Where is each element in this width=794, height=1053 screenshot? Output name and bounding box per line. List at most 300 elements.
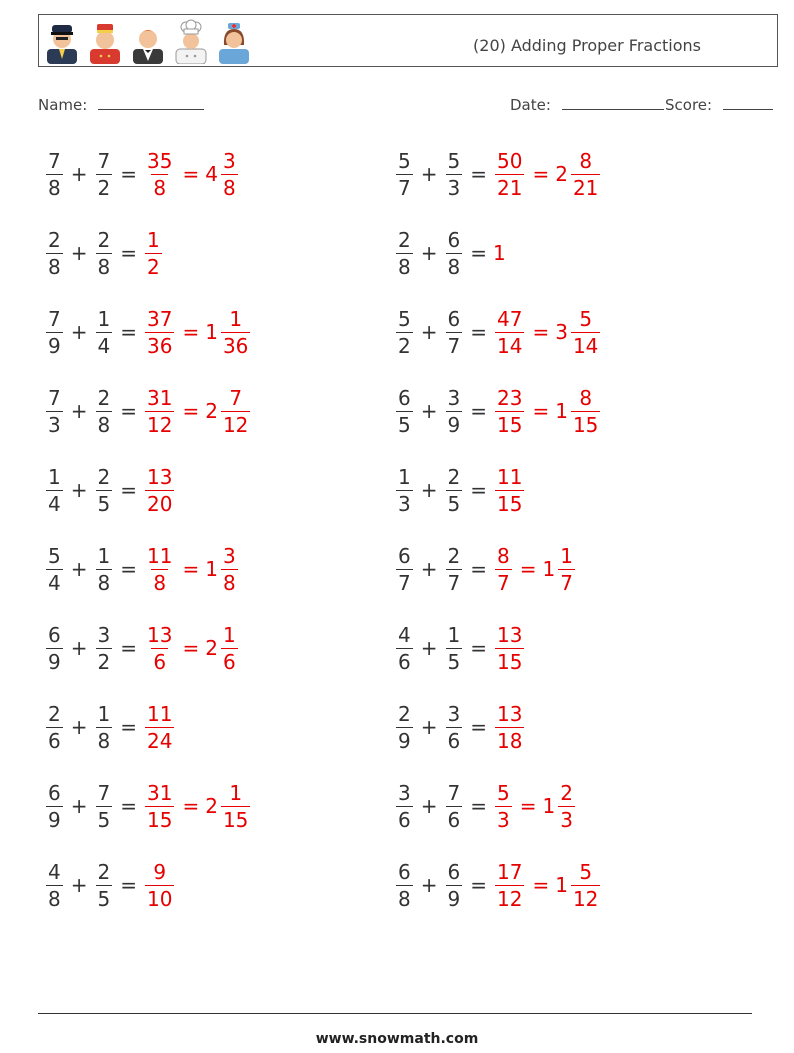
- problem-item: [44, 618, 240, 678]
- addend-a: [46, 701, 63, 753]
- addend-a-denominator: 5: [398, 412, 411, 437]
- addend-b-numerator: 7: [97, 148, 111, 173]
- equals-sign: =: [470, 636, 487, 660]
- addend-b-numerator: 2: [97, 385, 111, 410]
- addend-a-denominator: 8: [48, 886, 61, 911]
- mixed-numerator: 1: [229, 306, 243, 331]
- sum-fraction: [495, 464, 524, 516]
- header-box: [38, 14, 778, 67]
- sum-fraction: [495, 780, 512, 832]
- equals-sign: =: [120, 557, 137, 581]
- addend-b-denominator: 8: [97, 570, 111, 595]
- addend-a-numerator: 2: [48, 701, 61, 726]
- addend-a-numerator: 2: [398, 701, 411, 726]
- sum-fraction: [495, 859, 524, 911]
- addend-a-numerator: 7: [48, 306, 61, 331]
- sum-fraction-numerator: 31: [147, 780, 173, 805]
- addend-a-denominator: 8: [398, 886, 411, 911]
- addend-b: [446, 543, 463, 595]
- addend-a-numerator: 6: [48, 780, 61, 805]
- equals-sign: =: [470, 794, 487, 818]
- addend-a: [46, 306, 63, 358]
- addend-b-denominator: 9: [447, 886, 461, 911]
- sum-fraction-denominator: 20: [147, 491, 173, 516]
- mixed-whole: 1: [555, 399, 568, 423]
- sum-fraction-denominator: 2: [147, 254, 160, 279]
- mixed-fraction: [571, 306, 600, 358]
- footer-divider: [38, 1013, 752, 1014]
- sum-fraction-denominator: 12: [497, 886, 523, 911]
- equals-sign: =: [182, 794, 200, 818]
- chef-avatar-icon: [172, 19, 210, 64]
- mixed-fraction: [221, 306, 250, 358]
- mixed-fraction: [221, 543, 238, 595]
- addend-b-numerator: 1: [97, 543, 111, 568]
- addend-b-denominator: 4: [97, 333, 111, 358]
- addend-a-denominator: 9: [398, 728, 411, 753]
- plus-sign: +: [70, 241, 88, 265]
- mixed-numerator: 1: [229, 780, 243, 805]
- sum-fraction-numerator: 11: [147, 701, 173, 726]
- addend-a: [396, 780, 413, 832]
- problem-item: [44, 460, 176, 520]
- sum-fraction-denominator: 6: [153, 649, 167, 674]
- problem-item: [394, 539, 577, 599]
- addend-b-denominator: 8: [97, 728, 111, 753]
- mixed-denominator: 7: [560, 570, 573, 595]
- addend-a-denominator: 2: [398, 333, 411, 358]
- sum-fraction-denominator: 12: [147, 412, 173, 437]
- addend-b-numerator: 2: [97, 464, 111, 489]
- mixed-whole: 2: [555, 162, 568, 186]
- mixed-whole: 1: [555, 873, 568, 897]
- addend-b-numerator: 3: [97, 622, 111, 647]
- plus-sign: +: [70, 636, 88, 660]
- worksheet-title: (20) Adding Proper Fractions: [473, 36, 701, 55]
- sum-fraction-numerator: 13: [497, 701, 523, 726]
- mixed-denominator: 8: [222, 175, 236, 200]
- problem-item: [44, 855, 176, 915]
- nurse-avatar-icon: [215, 19, 253, 64]
- addend-a-denominator: 9: [48, 807, 61, 832]
- score-blank[interactable]: [723, 95, 773, 110]
- waiter-avatar-icon: [129, 19, 167, 64]
- sum-fraction: [145, 780, 174, 832]
- addend-b-numerator: 7: [447, 780, 461, 805]
- plus-sign: +: [420, 794, 438, 818]
- addend-a: [396, 701, 413, 753]
- mixed-fraction: [571, 148, 600, 200]
- equals-sign: =: [470, 399, 487, 423]
- plus-sign: +: [70, 320, 88, 344]
- sum-fraction-numerator: 37: [147, 306, 173, 331]
- sum-fraction: [495, 622, 524, 674]
- addend-a: [46, 543, 63, 595]
- equals-sign: =: [120, 794, 137, 818]
- addend-b: [446, 148, 463, 200]
- sum-fraction-denominator: 3: [497, 807, 510, 832]
- name-blank[interactable]: [98, 95, 204, 110]
- equals-sign: =: [120, 241, 137, 265]
- addend-a: [396, 622, 413, 674]
- mixed-denominator: 36: [222, 333, 249, 358]
- addend-b-numerator: 2: [97, 859, 111, 884]
- addend-b-denominator: 8: [97, 254, 111, 279]
- addend-b-denominator: 7: [447, 333, 461, 358]
- addend-b-numerator: 6: [447, 227, 461, 252]
- addend-b-denominator: 2: [97, 649, 111, 674]
- sum-fraction-denominator: 15: [497, 412, 523, 437]
- addend-a-denominator: 4: [48, 570, 61, 595]
- plus-sign: +: [70, 162, 88, 186]
- addend-b-numerator: 1: [97, 701, 111, 726]
- sum-fraction-denominator: 7: [497, 570, 510, 595]
- equals-sign: =: [532, 320, 550, 344]
- addend-b: [96, 385, 113, 437]
- equals-sign: =: [182, 320, 200, 344]
- addend-b-numerator: 1: [447, 622, 461, 647]
- addend-b: [446, 859, 463, 911]
- mixed-denominator: 12: [222, 412, 249, 437]
- plus-sign: +: [420, 873, 438, 897]
- addend-a-numerator: 2: [48, 227, 61, 252]
- addend-b-numerator: 2: [447, 464, 461, 489]
- mixed-numerator: 3: [222, 543, 236, 568]
- mixed-fraction: [558, 780, 575, 832]
- addend-a-numerator: 6: [398, 859, 411, 884]
- problem-item: [44, 697, 176, 757]
- mixed-fraction: [221, 385, 250, 437]
- equals-sign: =: [470, 873, 487, 897]
- addend-a-numerator: 4: [48, 859, 61, 884]
- equals-sign: =: [470, 478, 487, 502]
- addend-b: [96, 464, 113, 516]
- equals-sign: =: [532, 399, 550, 423]
- mixed-fraction: [571, 385, 600, 437]
- date-label: Date:: [510, 96, 551, 114]
- equals-sign: =: [120, 320, 137, 344]
- equals-sign: =: [532, 162, 550, 186]
- mixed-whole: 1: [542, 794, 556, 818]
- problem-item: [394, 618, 526, 678]
- addend-b: [446, 701, 463, 753]
- sum-fraction: [145, 701, 174, 753]
- addend-b-numerator: 6: [447, 859, 461, 884]
- addend-a-denominator: 4: [48, 491, 61, 516]
- sum-fraction: [495, 148, 524, 200]
- problem-item: [394, 381, 602, 441]
- addend-b: [96, 622, 113, 674]
- mixed-whole: 2: [205, 636, 218, 660]
- mixed-whole: 1: [542, 557, 556, 581]
- addend-b: [96, 227, 113, 279]
- name-label: Name:: [38, 96, 88, 114]
- mixed-numerator: 5: [579, 306, 593, 331]
- mixed-numerator: 5: [579, 859, 593, 884]
- equals-sign: =: [532, 873, 550, 897]
- sum-fraction-numerator: 50: [497, 148, 523, 173]
- addend-a: [46, 385, 63, 437]
- addend-b-numerator: 1: [97, 306, 111, 331]
- problem-item: [394, 302, 602, 362]
- bellhop-avatar-icon: [86, 19, 124, 64]
- addend-b-denominator: 7: [447, 570, 461, 595]
- sum-fraction: [145, 385, 174, 437]
- equals-sign: =: [120, 636, 137, 660]
- sum-fraction-numerator: 8: [497, 543, 510, 568]
- addend-a-denominator: 7: [398, 175, 411, 200]
- sum-fraction-numerator: 1: [147, 227, 160, 252]
- equals-sign: =: [120, 478, 137, 502]
- addend-a-denominator: 8: [48, 254, 61, 279]
- sum-fraction: [495, 701, 524, 753]
- equals-sign: =: [470, 320, 487, 344]
- avatar-strip: [43, 19, 253, 64]
- mixed-numerator: 8: [579, 148, 593, 173]
- mixed-numerator: 1: [560, 543, 573, 568]
- addend-b: [96, 306, 113, 358]
- addend-a: [46, 227, 63, 279]
- addend-a-numerator: 2: [398, 227, 411, 252]
- plus-sign: +: [70, 557, 88, 581]
- sum-fraction: [145, 306, 174, 358]
- problem-item: [44, 381, 252, 441]
- addend-b: [96, 148, 113, 200]
- sum-fraction-denominator: 15: [497, 649, 523, 674]
- sum-fraction-numerator: 13: [147, 464, 173, 489]
- sum-fraction-numerator: 23: [497, 385, 523, 410]
- addend-a: [396, 148, 413, 200]
- addend-b-numerator: 6: [447, 306, 461, 331]
- sum-fraction-numerator: 13: [497, 622, 523, 647]
- addend-a: [46, 464, 63, 516]
- plus-sign: +: [70, 399, 88, 423]
- date-field[interactable]: [510, 95, 664, 114]
- sum-fraction-numerator: 11: [147, 543, 173, 568]
- addend-b-numerator: 7: [97, 780, 111, 805]
- equals-sign: =: [470, 162, 487, 186]
- addend-b: [96, 780, 113, 832]
- mixed-fraction: [221, 148, 238, 200]
- addend-a: [46, 780, 63, 832]
- mixed-numerator: 8: [579, 385, 593, 410]
- addend-a-numerator: 1: [398, 464, 411, 489]
- plus-sign: +: [70, 478, 88, 502]
- mixed-whole: 3: [555, 320, 568, 344]
- equals-sign: =: [120, 715, 137, 739]
- equals-sign: =: [182, 162, 200, 186]
- problem-item: [44, 223, 164, 283]
- sum-fraction-numerator: 9: [153, 859, 167, 884]
- sum-fraction-numerator: 35: [147, 148, 173, 173]
- problem-item: [394, 144, 602, 204]
- addend-a-denominator: 6: [48, 728, 61, 753]
- addend-a-denominator: 6: [398, 649, 411, 674]
- addend-a-denominator: 3: [398, 491, 411, 516]
- addend-a: [396, 543, 413, 595]
- addend-b: [446, 464, 463, 516]
- addend-b-numerator: 5: [447, 148, 461, 173]
- plus-sign: +: [70, 794, 88, 818]
- addend-a-denominator: 8: [48, 175, 61, 200]
- plus-sign: +: [420, 320, 438, 344]
- mixed-fraction: [571, 859, 600, 911]
- addend-b-denominator: 8: [447, 254, 461, 279]
- sum-fraction: [145, 859, 174, 911]
- problem-item: [44, 776, 252, 836]
- equals-sign: =: [120, 873, 137, 897]
- sum-fraction-denominator: 18: [497, 728, 523, 753]
- addend-a-numerator: 6: [398, 543, 411, 568]
- addend-b-denominator: 5: [447, 491, 461, 516]
- addend-a-numerator: 5: [48, 543, 61, 568]
- problem-item: [44, 144, 240, 204]
- plus-sign: +: [420, 636, 438, 660]
- plus-sign: +: [420, 478, 438, 502]
- addend-a-denominator: 3: [48, 412, 61, 437]
- problem-item: [44, 539, 240, 599]
- addend-b-denominator: 5: [97, 886, 111, 911]
- addend-a: [396, 385, 413, 437]
- plus-sign: +: [420, 241, 438, 265]
- mixed-whole: 2: [205, 399, 218, 423]
- addend-a-denominator: 6: [398, 807, 411, 832]
- sum-fraction-denominator: 15: [147, 807, 173, 832]
- addend-b-denominator: 5: [447, 649, 461, 674]
- sum-fraction: [145, 464, 174, 516]
- equals-sign: =: [470, 557, 487, 581]
- addend-a: [396, 306, 413, 358]
- sum-fraction-denominator: 10: [147, 886, 173, 911]
- sum-fraction: [495, 385, 524, 437]
- mixed-whole: 1: [205, 557, 218, 581]
- mixed-denominator: 21: [572, 175, 599, 200]
- sum-fraction-denominator: 8: [153, 570, 167, 595]
- plus-sign: +: [70, 873, 88, 897]
- mixed-fraction: [221, 780, 250, 832]
- plus-sign: +: [420, 715, 438, 739]
- plus-sign: +: [70, 715, 88, 739]
- sum-fraction-denominator: 15: [497, 491, 523, 516]
- equals-sign: =: [519, 794, 537, 818]
- mixed-whole: 1: [205, 320, 218, 344]
- equals-sign: =: [470, 715, 487, 739]
- equals-sign: =: [519, 557, 537, 581]
- mixed-denominator: 12: [572, 886, 599, 911]
- sum-fraction-denominator: 14: [497, 333, 523, 358]
- sum-fraction-numerator: 5: [497, 780, 510, 805]
- addend-a-numerator: 4: [398, 622, 411, 647]
- mixed-numerator: 2: [560, 780, 573, 805]
- addend-a-numerator: 7: [48, 148, 61, 173]
- date-blank[interactable]: [562, 95, 664, 110]
- mixed-denominator: 8: [222, 570, 236, 595]
- sum-fraction: [145, 543, 174, 595]
- addend-b: [446, 385, 463, 437]
- addend-a: [46, 148, 63, 200]
- addend-a: [396, 859, 413, 911]
- mixed-numerator: 7: [229, 385, 243, 410]
- addend-a-denominator: 8: [398, 254, 411, 279]
- sum-fraction-numerator: 17: [497, 859, 523, 884]
- equals-sign: =: [470, 241, 487, 265]
- sum-fraction: [495, 543, 512, 595]
- addend-b-denominator: 5: [97, 491, 111, 516]
- mixed-numerator: 3: [222, 148, 236, 173]
- addend-a-numerator: 5: [398, 148, 411, 173]
- sum-fraction-denominator: 21: [497, 175, 523, 200]
- sum-fraction-numerator: 31: [147, 385, 173, 410]
- sum-fraction: [145, 622, 174, 674]
- addend-b: [446, 780, 463, 832]
- addend-b-denominator: 8: [97, 412, 111, 437]
- sum-fraction-numerator: 13: [147, 622, 173, 647]
- equals-sign: =: [182, 636, 200, 660]
- equals-sign: =: [182, 557, 200, 581]
- problem-item: [44, 302, 252, 362]
- addend-b-denominator: 6: [447, 728, 461, 753]
- addend-a: [396, 464, 413, 516]
- sum-fraction-denominator: 24: [147, 728, 173, 753]
- sum-fraction-denominator: 8: [153, 175, 167, 200]
- name-field[interactable]: [38, 95, 204, 114]
- addend-a-denominator: 7: [398, 570, 411, 595]
- addend-b-denominator: 6: [447, 807, 461, 832]
- sum-fraction: [145, 227, 162, 279]
- mixed-numerator: 1: [222, 622, 236, 647]
- mixed-denominator: 3: [560, 807, 573, 832]
- plus-sign: +: [420, 162, 438, 186]
- plus-sign: +: [420, 399, 438, 423]
- problem-item: [394, 776, 577, 836]
- addend-a: [46, 859, 63, 911]
- addend-a-denominator: 9: [48, 649, 61, 674]
- sum-whole: 1: [493, 241, 506, 265]
- addend-b-numerator: 3: [447, 701, 461, 726]
- score-field[interactable]: [665, 95, 773, 114]
- sum-fraction: [495, 306, 524, 358]
- addend-a-numerator: 6: [48, 622, 61, 647]
- sum-fraction: [145, 148, 174, 200]
- addend-b-denominator: 2: [97, 175, 111, 200]
- addend-b-denominator: 5: [97, 807, 111, 832]
- equals-sign: =: [120, 399, 137, 423]
- mixed-whole: 2: [205, 794, 218, 818]
- addend-a-numerator: 5: [398, 306, 411, 331]
- mixed-denominator: 15: [222, 807, 249, 832]
- problem-item: [394, 855, 602, 915]
- mixed-fraction: [558, 543, 575, 595]
- mixed-fraction: [221, 622, 238, 674]
- addend-b-numerator: 2: [97, 227, 111, 252]
- addend-a-denominator: 9: [48, 333, 61, 358]
- addend-b: [446, 622, 463, 674]
- addend-a-numerator: 6: [398, 385, 411, 410]
- mixed-denominator: 14: [572, 333, 599, 358]
- equals-sign: =: [120, 162, 137, 186]
- mixed-denominator: 6: [222, 649, 236, 674]
- addend-b-denominator: 3: [447, 175, 461, 200]
- addend-a-numerator: 7: [48, 385, 61, 410]
- mixed-denominator: 15: [572, 412, 599, 437]
- addend-b: [96, 701, 113, 753]
- addend-b: [96, 543, 113, 595]
- addend-a: [396, 227, 413, 279]
- problem-item: [394, 460, 526, 520]
- addend-a-numerator: 1: [48, 464, 61, 489]
- addend-b-numerator: 2: [447, 543, 461, 568]
- addend-b: [446, 306, 463, 358]
